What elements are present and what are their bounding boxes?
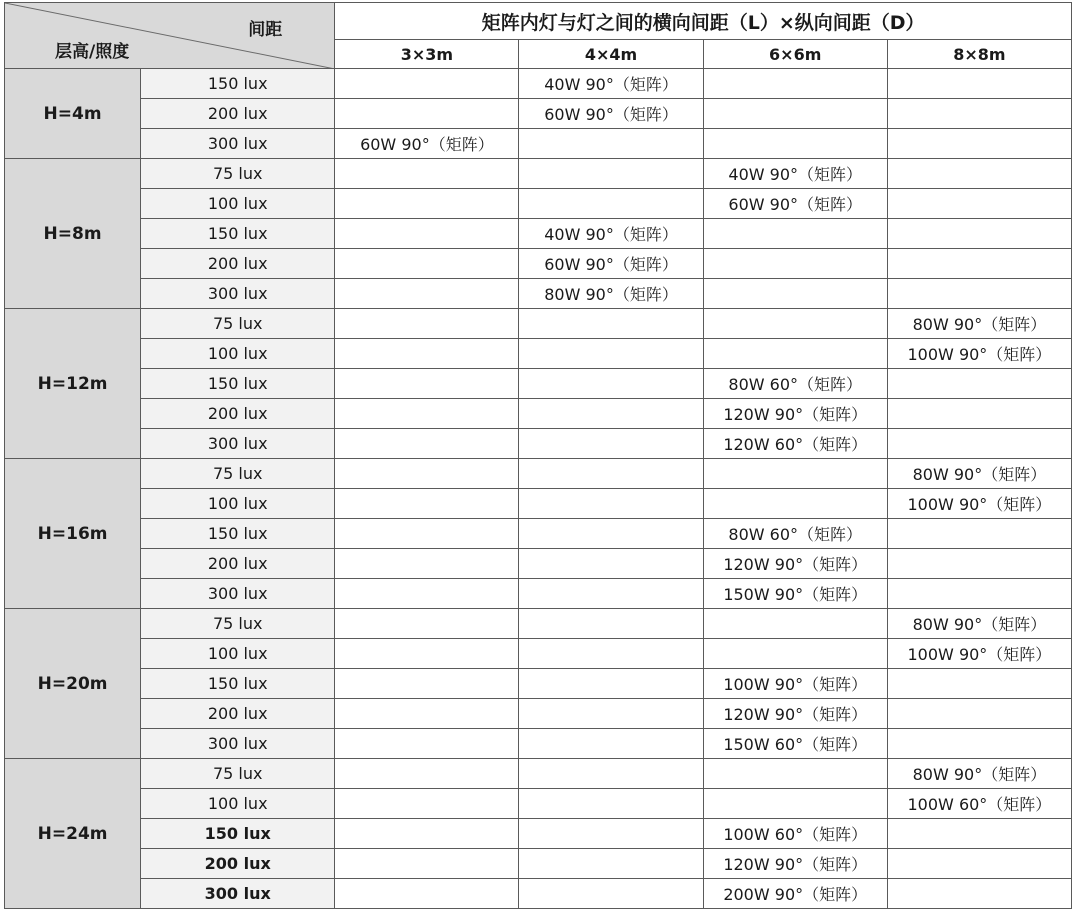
fixture-spec-cell: 120W 90°（矩阵） (703, 699, 887, 729)
fixture-spec-cell (335, 849, 519, 879)
fixture-spec-cell: 120W 90°（矩阵） (703, 399, 887, 429)
fixture-spec-cell (703, 339, 887, 369)
illuminance-cell: 100 lux (141, 489, 335, 519)
fixture-spec-cell (519, 609, 703, 639)
fixture-spec-cell (519, 879, 703, 909)
table-row (5, 699, 1072, 729)
fixture-spec-cell (519, 729, 703, 759)
fixture-spec-cell (519, 339, 703, 369)
table-row (5, 279, 1072, 309)
fixture-spec-cell (703, 489, 887, 519)
table-row (5, 819, 1072, 849)
height-cell: H=8m (5, 159, 141, 309)
fixture-spec-cell (703, 69, 887, 99)
fixture-spec-cell (519, 429, 703, 459)
fixture-spec-cell (887, 819, 1071, 849)
fixture-spec-cell: 100W 90°（矩阵） (703, 669, 887, 699)
corner-label-spacing: 间距 (248, 20, 283, 40)
fixture-spec-cell (335, 789, 519, 819)
height-cell: H=12m (5, 309, 141, 459)
fixture-spec-cell (519, 159, 703, 189)
illuminance-cell: 100 lux (141, 639, 335, 669)
fixture-spec-cell (703, 129, 887, 159)
fixture-spec-cell: 200W 90°（矩阵） (703, 879, 887, 909)
fixture-spec-cell (703, 789, 887, 819)
fixture-spec-cell (335, 219, 519, 249)
table-row (5, 879, 1072, 909)
fixture-spec-cell: 40W 90°（矩阵） (519, 219, 703, 249)
table-row (5, 249, 1072, 279)
fixture-spec-cell (703, 459, 887, 489)
fixture-spec-cell (887, 579, 1071, 609)
height-cell: H=16m (5, 459, 141, 609)
illuminance-cell: 300 lux (141, 579, 335, 609)
height-cell: H=20m (5, 609, 141, 759)
fixture-spec-cell (703, 219, 887, 249)
illuminance-cell: 200 lux (141, 399, 335, 429)
table-row (5, 129, 1072, 159)
fixture-spec-cell (335, 429, 519, 459)
spacing-header-4x4: 4×4m (519, 40, 703, 69)
illuminance-cell: 150 lux (141, 519, 335, 549)
table-row (5, 789, 1072, 819)
height-cell: H=4m (5, 69, 141, 159)
fixture-spec-cell (335, 99, 519, 129)
table-row (5, 219, 1072, 249)
fixture-spec-cell (335, 69, 519, 99)
fixture-spec-cell (335, 609, 519, 639)
fixture-spec-cell (887, 99, 1071, 129)
illuminance-cell: 200 lux (141, 549, 335, 579)
fixture-spec-cell (519, 639, 703, 669)
fixture-spec-cell (703, 249, 887, 279)
fixture-spec-cell (335, 339, 519, 369)
fixture-spec-cell (335, 189, 519, 219)
fixture-spec-cell: 150W 60°（矩阵） (703, 729, 887, 759)
fixture-spec-cell (519, 519, 703, 549)
fixture-spec-cell: 80W 60°（矩阵） (703, 519, 887, 549)
illuminance-cell: 300 lux (141, 279, 335, 309)
fixture-spec-cell (519, 789, 703, 819)
table-row (5, 189, 1072, 219)
illuminance-cell: 75 lux (141, 609, 335, 639)
fixture-spec-cell (887, 729, 1071, 759)
fixture-spec-cell: 80W 90°（矩阵） (887, 459, 1071, 489)
table-row (5, 639, 1072, 669)
illuminance-cell: 100 lux (141, 339, 335, 369)
fixture-spec-cell (703, 639, 887, 669)
fixture-spec-cell (335, 459, 519, 489)
fixture-spec-cell (335, 879, 519, 909)
illuminance-cell: 150 lux (141, 669, 335, 699)
fixture-spec-cell (887, 219, 1071, 249)
illuminance-cell: 150 lux (141, 219, 335, 249)
table-row (5, 519, 1072, 549)
illuminance-cell: 150 lux (141, 819, 335, 849)
table-row (5, 309, 1072, 339)
fixture-spec-cell: 80W 90°（矩阵） (887, 309, 1071, 339)
fixture-spec-cell: 60W 90°（矩阵） (703, 189, 887, 219)
fixture-spec-cell (887, 429, 1071, 459)
fixture-spec-cell (519, 819, 703, 849)
fixture-spec-cell (335, 759, 519, 789)
table-row (5, 429, 1072, 459)
table-row (5, 369, 1072, 399)
illuminance-cell: 300 lux (141, 429, 335, 459)
height-cell: H=24m (5, 759, 141, 909)
fixture-spec-cell: 80W 60°（矩阵） (703, 369, 887, 399)
fixture-spec-cell (887, 129, 1071, 159)
fixture-spec-cell (887, 69, 1071, 99)
fixture-spec-cell (887, 279, 1071, 309)
fixture-spec-cell (887, 849, 1071, 879)
fixture-spec-cell (519, 309, 703, 339)
fixture-spec-cell (703, 759, 887, 789)
fixture-spec-cell: 100W 90°（矩阵） (887, 339, 1071, 369)
fixture-spec-cell (335, 819, 519, 849)
fixture-spec-cell (519, 669, 703, 699)
fixture-spec-cell: 60W 90°（矩阵） (335, 129, 519, 159)
illuminance-cell: 200 lux (141, 99, 335, 129)
fixture-spec-cell (519, 459, 703, 489)
table-body (5, 69, 1072, 909)
illuminance-cell: 75 lux (141, 459, 335, 489)
fixture-spec-cell (703, 309, 887, 339)
fixture-spec-cell (335, 249, 519, 279)
illuminance-cell: 200 lux (141, 849, 335, 879)
fixture-spec-cell (335, 519, 519, 549)
table-title: 矩阵内灯与灯之间的横向间距（L）×纵向间距（D） (335, 3, 1072, 40)
fixture-spec-cell (335, 159, 519, 189)
spacing-header-3x3: 3×3m (335, 40, 519, 69)
fixture-spec-cell (519, 849, 703, 879)
illuminance-cell: 200 lux (141, 699, 335, 729)
fixture-spec-cell (519, 129, 703, 159)
fixture-spec-cell: 40W 90°（矩阵） (703, 159, 887, 189)
fixture-spec-cell (519, 699, 703, 729)
table-row (5, 399, 1072, 429)
illuminance-cell: 100 lux (141, 789, 335, 819)
fixture-spec-cell (335, 699, 519, 729)
fixture-spec-cell (335, 309, 519, 339)
fixture-spec-cell: 120W 90°（矩阵） (703, 549, 887, 579)
illuminance-cell: 200 lux (141, 249, 335, 279)
fixture-spec-cell (887, 699, 1071, 729)
corner-label-height-illuminance: 层高/照度 (55, 42, 130, 62)
fixture-spec-cell (887, 519, 1071, 549)
fixture-spec-cell: 100W 90°（矩阵） (887, 489, 1071, 519)
table-row (5, 759, 1072, 789)
fixture-spec-cell: 100W 60°（矩阵） (703, 819, 887, 849)
fixture-spec-cell (335, 639, 519, 669)
illuminance-cell: 100 lux (141, 189, 335, 219)
illuminance-cell: 75 lux (141, 159, 335, 189)
fixture-spec-cell (519, 579, 703, 609)
fixture-spec-cell (887, 399, 1071, 429)
table-row (5, 489, 1072, 519)
table-row (5, 99, 1072, 129)
fixture-spec-cell (335, 729, 519, 759)
illuminance-cell: 75 lux (141, 309, 335, 339)
table-row (5, 579, 1072, 609)
illuminance-cell: 150 lux (141, 69, 335, 99)
fixture-spec-cell: 40W 90°（矩阵） (519, 69, 703, 99)
fixture-spec-cell: 60W 90°（矩阵） (519, 249, 703, 279)
table-row (5, 549, 1072, 579)
lighting-spacing-table (4, 2, 1072, 909)
table-row (5, 459, 1072, 489)
fixture-spec-cell (335, 549, 519, 579)
spacing-header-8x8: 8×8m (887, 40, 1071, 69)
fixture-spec-cell: 100W 60°（矩阵） (887, 789, 1071, 819)
fixture-spec-cell (519, 759, 703, 789)
fixture-spec-cell (335, 279, 519, 309)
fixture-spec-cell (335, 579, 519, 609)
table-row (5, 609, 1072, 639)
fixture-spec-cell (887, 159, 1071, 189)
table-row (5, 159, 1072, 189)
illuminance-cell: 300 lux (141, 729, 335, 759)
fixture-spec-cell (335, 669, 519, 699)
fixture-spec-cell (519, 489, 703, 519)
table-row (5, 669, 1072, 699)
fixture-spec-cell (335, 489, 519, 519)
table-row (5, 849, 1072, 879)
corner-header-cell (5, 3, 335, 69)
fixture-spec-cell (887, 879, 1071, 909)
fixture-spec-cell (703, 279, 887, 309)
fixture-spec-cell: 150W 90°（矩阵） (703, 579, 887, 609)
fixture-spec-cell (519, 369, 703, 399)
table-row (5, 339, 1072, 369)
fixture-spec-cell: 80W 90°（矩阵） (887, 609, 1071, 639)
illuminance-cell: 300 lux (141, 129, 335, 159)
fixture-spec-cell: 120W 90°（矩阵） (703, 849, 887, 879)
fixture-spec-cell (335, 399, 519, 429)
fixture-spec-cell (887, 549, 1071, 579)
fixture-spec-cell: 100W 90°（矩阵） (887, 639, 1071, 669)
fixture-spec-cell (335, 369, 519, 399)
fixture-spec-cell (887, 189, 1071, 219)
fixture-spec-cell (519, 549, 703, 579)
fixture-spec-cell: 80W 90°（矩阵） (887, 759, 1071, 789)
table-row (5, 729, 1072, 759)
fixture-spec-cell (887, 369, 1071, 399)
fixture-spec-cell (887, 669, 1071, 699)
fixture-spec-cell: 120W 60°（矩阵） (703, 429, 887, 459)
fixture-spec-cell: 80W 90°（矩阵） (519, 279, 703, 309)
illuminance-cell: 75 lux (141, 759, 335, 789)
table-row (5, 69, 1072, 99)
fixture-spec-cell (703, 609, 887, 639)
spacing-header-6x6: 6×6m (703, 40, 887, 69)
illuminance-cell: 300 lux (141, 879, 335, 909)
fixture-spec-cell (887, 249, 1071, 279)
fixture-spec-cell (703, 99, 887, 129)
fixture-spec-cell: 60W 90°（矩阵） (519, 99, 703, 129)
fixture-spec-cell (519, 399, 703, 429)
illuminance-cell: 150 lux (141, 369, 335, 399)
fixture-spec-cell (519, 189, 703, 219)
